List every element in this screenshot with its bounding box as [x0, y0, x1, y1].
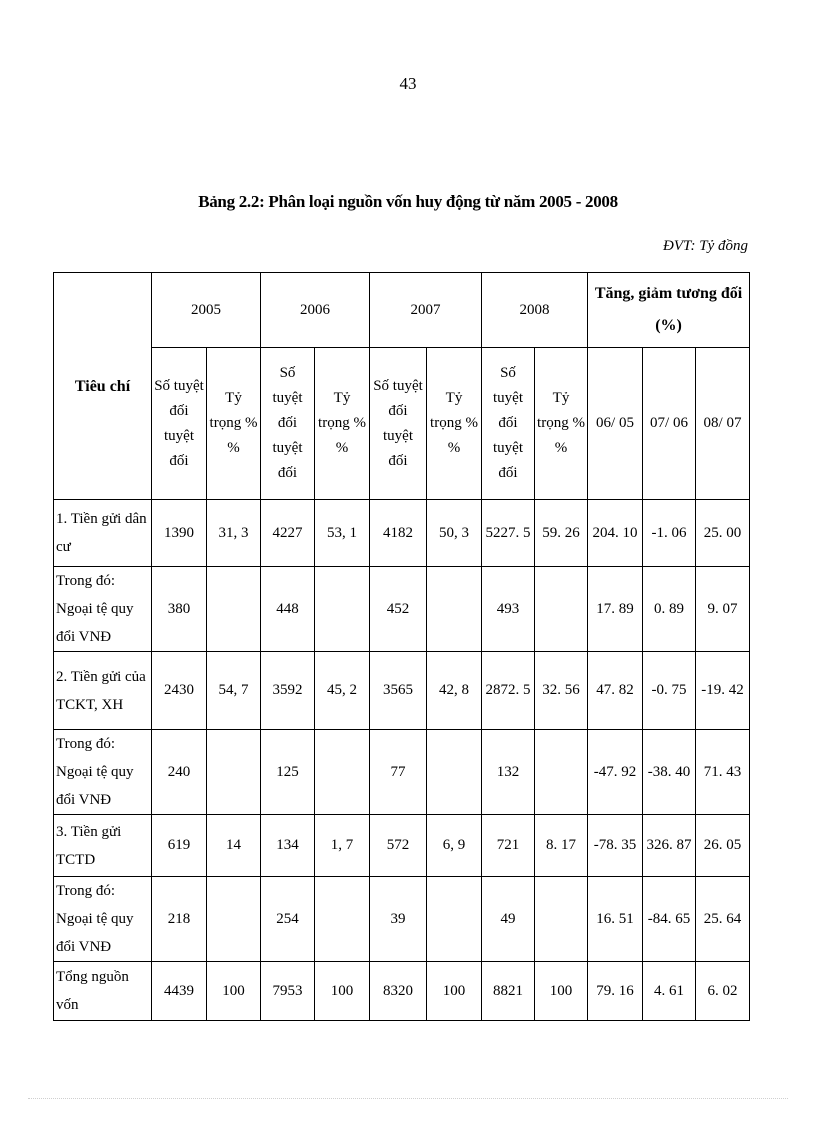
- cell: 9. 07: [696, 567, 750, 652]
- cell: 8821: [482, 962, 535, 1021]
- header-share-2007: Tỷ trọng % %: [427, 348, 482, 500]
- cell: [315, 730, 370, 815]
- row-label: 1. Tiền gửi dân cư: [54, 500, 152, 567]
- table-row: [54, 652, 750, 730]
- cell: 39: [370, 877, 427, 962]
- table-title: Bảng 2.2: Phân loại nguồn vốn huy động từ năm 2005 - 2008: [198, 192, 618, 211]
- cell: [315, 567, 370, 652]
- cell: 100: [427, 962, 482, 1021]
- header-row-years: [54, 273, 750, 348]
- cell: 79. 16: [588, 962, 643, 1021]
- footer-divider: [28, 1098, 788, 1099]
- cell: 134: [261, 815, 315, 877]
- cell: 59. 26: [535, 500, 588, 567]
- header-abs-2005: Số tuyệt đối tuyệt đối: [152, 348, 207, 500]
- cell: 47. 82: [588, 652, 643, 730]
- cell: 100: [315, 962, 370, 1021]
- cell: 2430: [152, 652, 207, 730]
- cell: 32. 56: [535, 652, 588, 730]
- cell: 54, 7: [207, 652, 261, 730]
- cell: -84. 65: [643, 877, 696, 962]
- page-number: 43: [399, 74, 417, 93]
- row-label: Trong đó: Ngoại tệ quy đổi VNĐ: [54, 730, 152, 815]
- cell: 132: [482, 730, 535, 815]
- header-year-2006: 2006: [261, 273, 370, 348]
- cell: 16. 51: [588, 877, 643, 962]
- cell: 50, 3: [427, 500, 482, 567]
- cell: 5227. 5: [482, 500, 535, 567]
- header-abs-2008: Số tuyệt đối tuyệt đối: [482, 348, 535, 500]
- cell: [535, 877, 588, 962]
- row-label: Trong đó: Ngoại tệ quy đổi VNĐ: [54, 567, 152, 652]
- cell: 572: [370, 815, 427, 877]
- header-abs-2007: Số tuyệt đối tuyệt đối: [370, 348, 427, 500]
- header-row-sub: [54, 348, 750, 500]
- cell: -0. 75: [643, 652, 696, 730]
- cell: [427, 730, 482, 815]
- table-row-total: [54, 962, 750, 1021]
- cell: 218: [152, 877, 207, 962]
- cell: 4439: [152, 962, 207, 1021]
- cell: 721: [482, 815, 535, 877]
- cell: 42, 8: [427, 652, 482, 730]
- cell: 254: [261, 877, 315, 962]
- cell: 8. 17: [535, 815, 588, 877]
- row-label: 2. Tiền gửi của TCKT, XH: [54, 652, 152, 730]
- cell: [427, 877, 482, 962]
- cell: 452: [370, 567, 427, 652]
- cell: -38. 40: [643, 730, 696, 815]
- cell: 7953: [261, 962, 315, 1021]
- header-year-2008: 2008: [482, 273, 588, 348]
- header-change-0807: 08/ 07: [696, 348, 750, 500]
- header-year-2007: 2007: [370, 273, 482, 348]
- header-criteria: Tiêu chí: [54, 273, 152, 500]
- cell: 45, 2: [315, 652, 370, 730]
- unit-note: ĐVT: Tỷ đồng: [662, 238, 748, 254]
- cell: 3565: [370, 652, 427, 730]
- header-abs-2006: Số tuyệt đối tuyệt đối: [261, 348, 315, 500]
- cell: 14: [207, 815, 261, 877]
- header-share-2005: Tỷ trọng % %: [207, 348, 261, 500]
- cell: -19. 42: [696, 652, 750, 730]
- cell: [315, 877, 370, 962]
- cell: 17. 89: [588, 567, 643, 652]
- cell: 380: [152, 567, 207, 652]
- cell: -1. 06: [643, 500, 696, 567]
- cell: [535, 567, 588, 652]
- cell: 100: [207, 962, 261, 1021]
- header-change: Tăng, giảm tương đối (%): [588, 273, 750, 348]
- cell: 100: [535, 962, 588, 1021]
- cell: 326. 87: [643, 815, 696, 877]
- header-share-2006: Tỷ trọng % %: [315, 348, 370, 500]
- cell: 25. 64: [696, 877, 750, 962]
- cell: 4. 61: [643, 962, 696, 1021]
- cell: 6, 9: [427, 815, 482, 877]
- cell: 240: [152, 730, 207, 815]
- header-share-2008: Tỷ trọng % %: [535, 348, 588, 500]
- cell: 6. 02: [696, 962, 750, 1021]
- cell: 26. 05: [696, 815, 750, 877]
- cell: 1, 7: [315, 815, 370, 877]
- header-change-0605: 06/ 05: [588, 348, 643, 500]
- cell: [207, 567, 261, 652]
- cell: [427, 567, 482, 652]
- table-row: [54, 500, 750, 567]
- cell: 71. 43: [696, 730, 750, 815]
- cell: [207, 730, 261, 815]
- cell: 3592: [261, 652, 315, 730]
- row-label: Tổng nguồn vốn: [54, 962, 152, 1021]
- table-row: [54, 877, 750, 962]
- cell: 49: [482, 877, 535, 962]
- header-change-0706: 07/ 06: [643, 348, 696, 500]
- cell: 493: [482, 567, 535, 652]
- table-row: [54, 815, 750, 877]
- cell: 125: [261, 730, 315, 815]
- row-label: Trong đó: Ngoại tệ quy đổi VNĐ: [54, 877, 152, 962]
- cell: 31, 3: [207, 500, 261, 567]
- cell: -47. 92: [588, 730, 643, 815]
- cell: 619: [152, 815, 207, 877]
- cell: 4227: [261, 500, 315, 567]
- header-year-2005: 2005: [152, 273, 261, 348]
- cell: 25. 00: [696, 500, 750, 567]
- table-row: [54, 730, 750, 815]
- cell: 77: [370, 730, 427, 815]
- cell: 448: [261, 567, 315, 652]
- cell: -78. 35: [588, 815, 643, 877]
- cell: [535, 730, 588, 815]
- table-row: [54, 567, 750, 652]
- cell: 0. 89: [643, 567, 696, 652]
- cell: 53, 1: [315, 500, 370, 567]
- funding-table: [53, 272, 750, 1021]
- row-label: 3. Tiền gửi TCTD: [54, 815, 152, 877]
- cell: 8320: [370, 962, 427, 1021]
- cell: 4182: [370, 500, 427, 567]
- cell: [207, 877, 261, 962]
- cell: 1390: [152, 500, 207, 567]
- cell: 204. 10: [588, 500, 643, 567]
- cell: 2872. 5: [482, 652, 535, 730]
